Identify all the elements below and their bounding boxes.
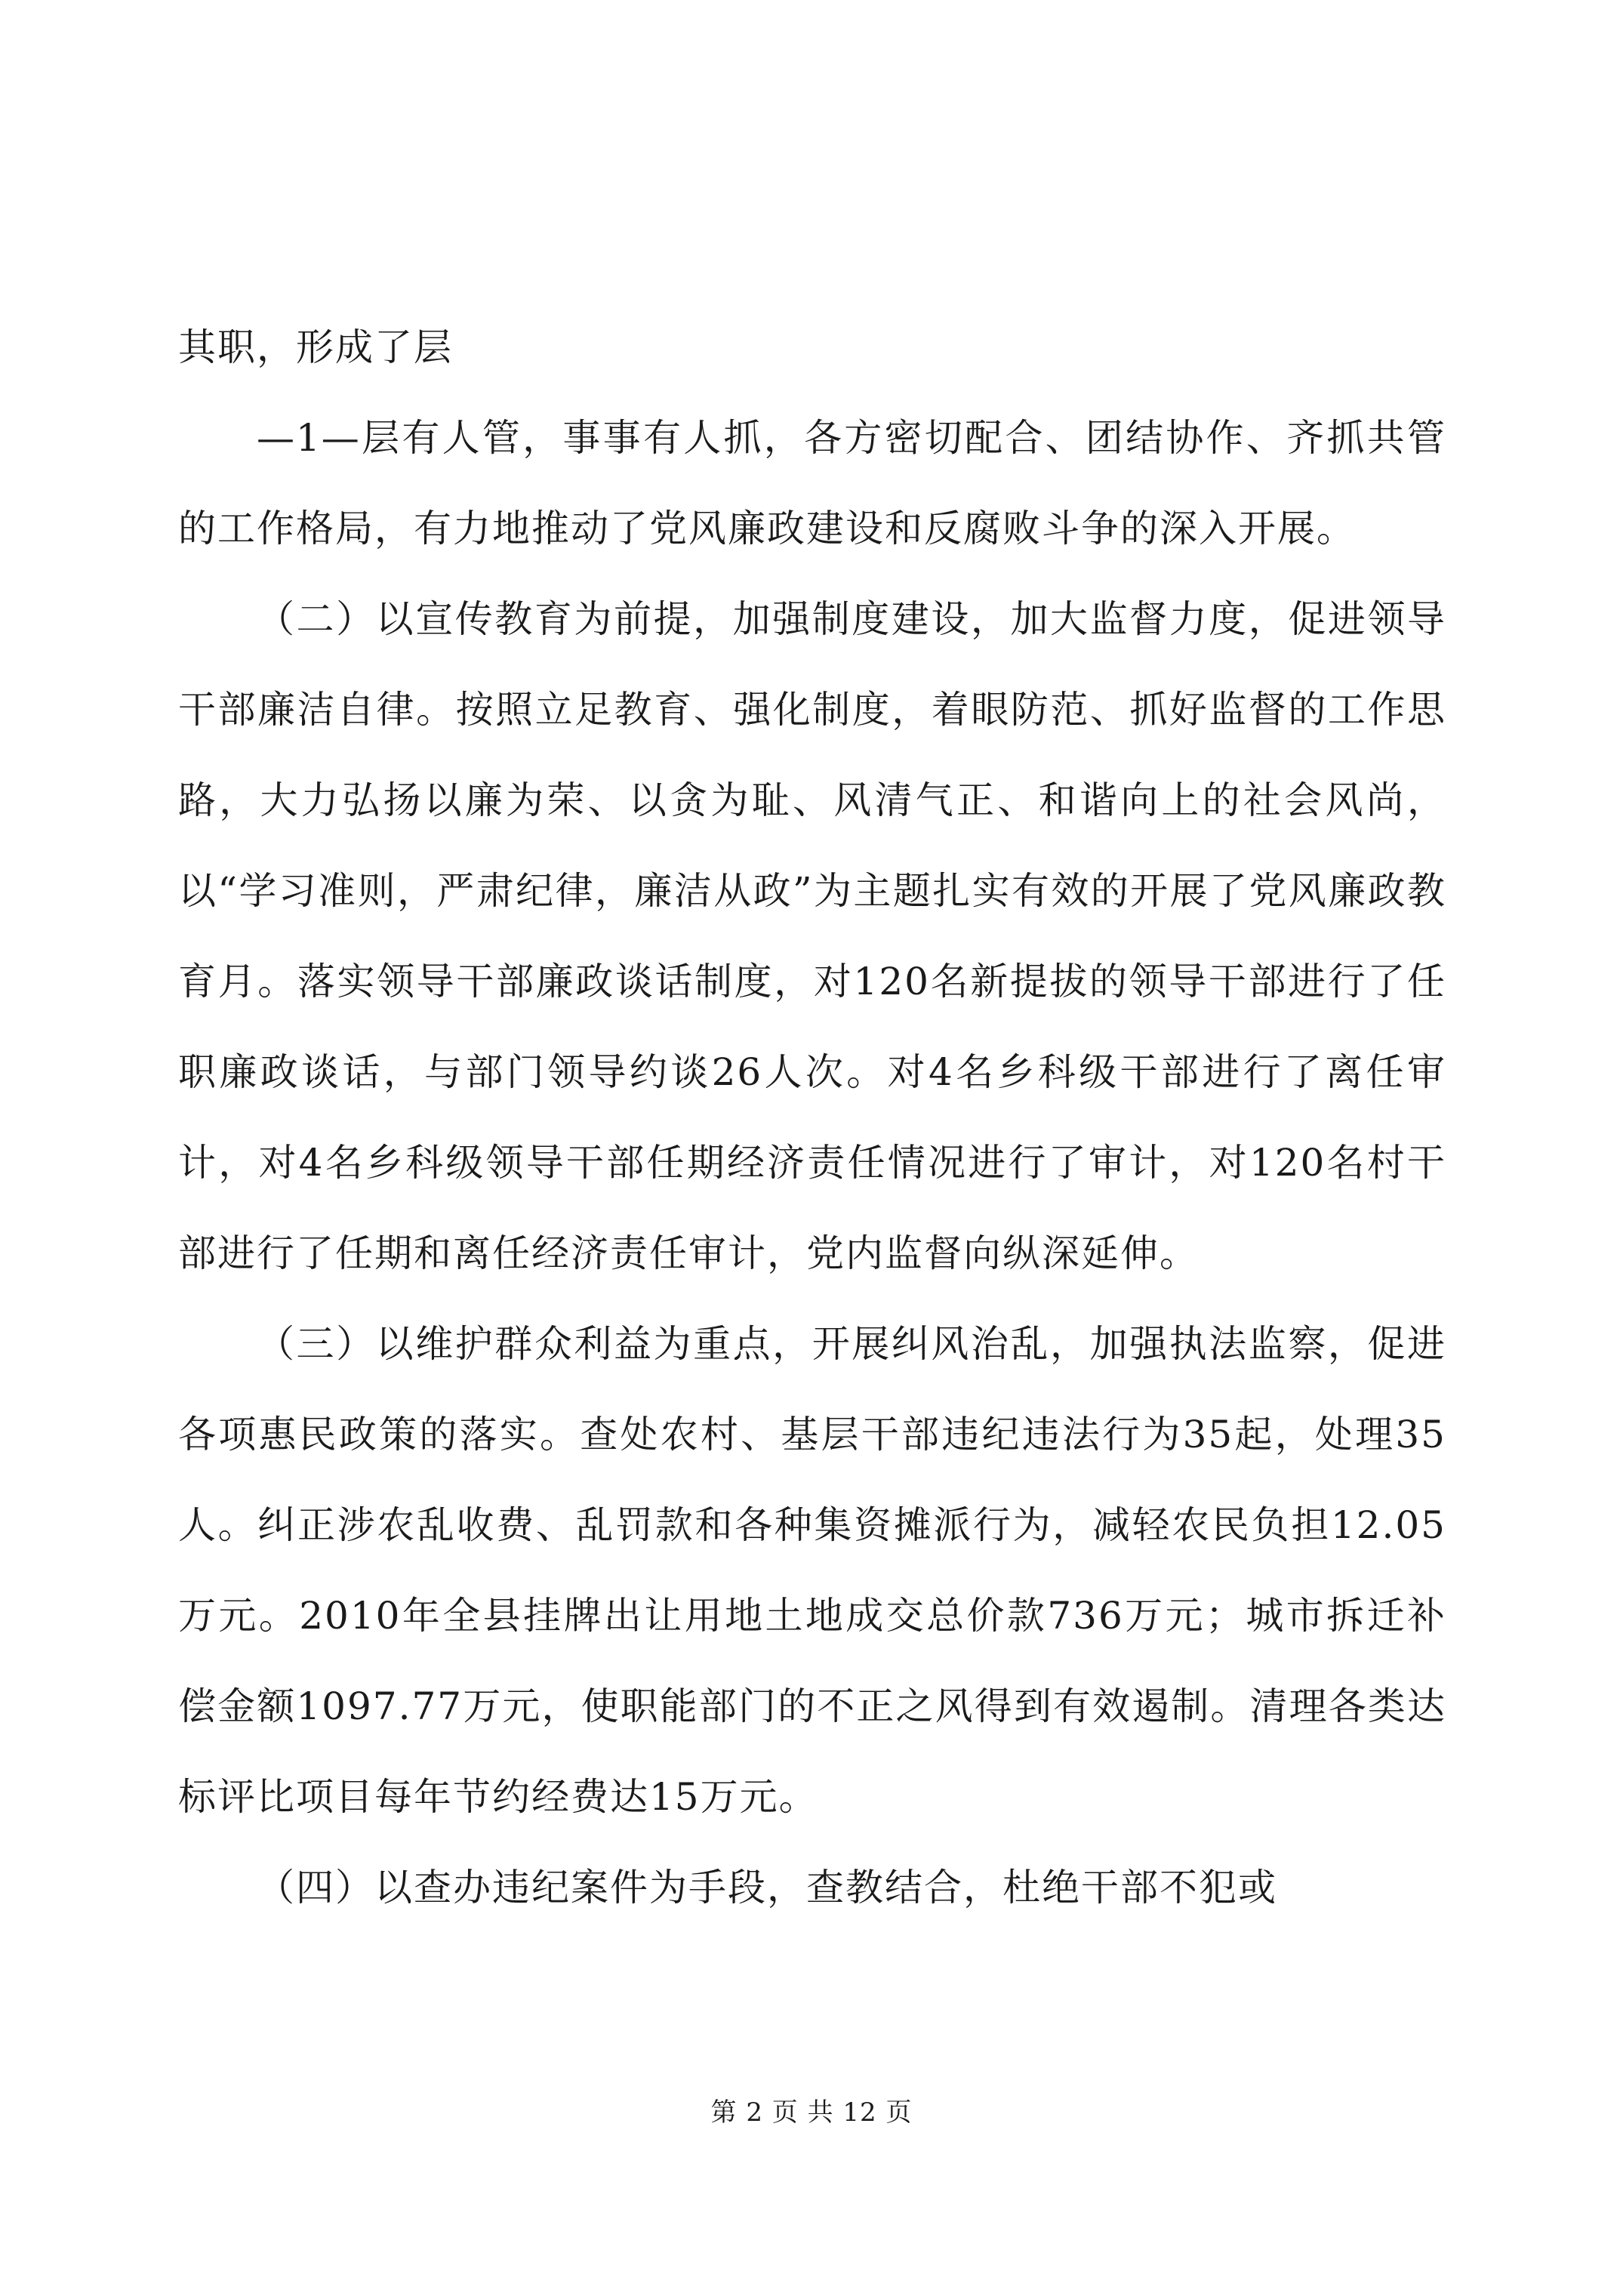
paragraph-section-three: （三）以维护群众利益为重点，开展纠风治乱，加强执法监察，促进各项惠民政策的落实。查处农村、基层干部违纪违法行为35起，处理35人。纠正涉农乱收费、乱罚款和各种集资摊派行为，减轻农民负担12.05万元。2010年全县挂牌出让用地土地成交总价款736万元；城市拆迁补偿金额1097.77万元，使职能部门的不正之风得到有效遏制。清理各类达标评比项目每年节约经费达15万元。: [178, 1322, 1446, 1819]
page-number-label: 第 2 页 共 12 页: [710, 2097, 913, 2128]
paragraph-section-two: （二）以宣传教育为前提，加强制度建设，加大监督力度，促进领导干部廉洁自律。按照立足教育、强化制度，着眼防范、抓好监督的工作思路，大力弘扬以廉为荣、以贪为耻、风清气正、和谐向上的社会风尚，以“学习准则，严肃纪律，廉洁从政”为主题扎实有效的开展了党风廉政教育月。落实领导干部廉政谈话制度，对120名新提拔的领导干部进行了任职廉政谈话，与部门领导约谈26人次。对4名乡科级干部进行了离任审计，对4名乡科级领导干部任期经济责任情况进行了审计，对120名村干部进行了任期和离任经济责任审计，党内监督向纵深延伸。: [178, 597, 1446, 1275]
paragraph-section-four: （四）以查办违纪案件为手段，查教结合，杜绝干部不犯或: [257, 1866, 1277, 1909]
page-footer: [0, 2097, 1623, 2128]
paragraph-work-pattern: —1—层有人管，事事有人抓，各方密切配合、团结协作、齐抓共管的工作格局，有力地推动了党风廉政建设和反腐败斗争的深入开展。: [178, 416, 1446, 550]
document-body: [178, 302, 1446, 1933]
paragraph-continuation: 其职，形成了层: [178, 325, 453, 369]
